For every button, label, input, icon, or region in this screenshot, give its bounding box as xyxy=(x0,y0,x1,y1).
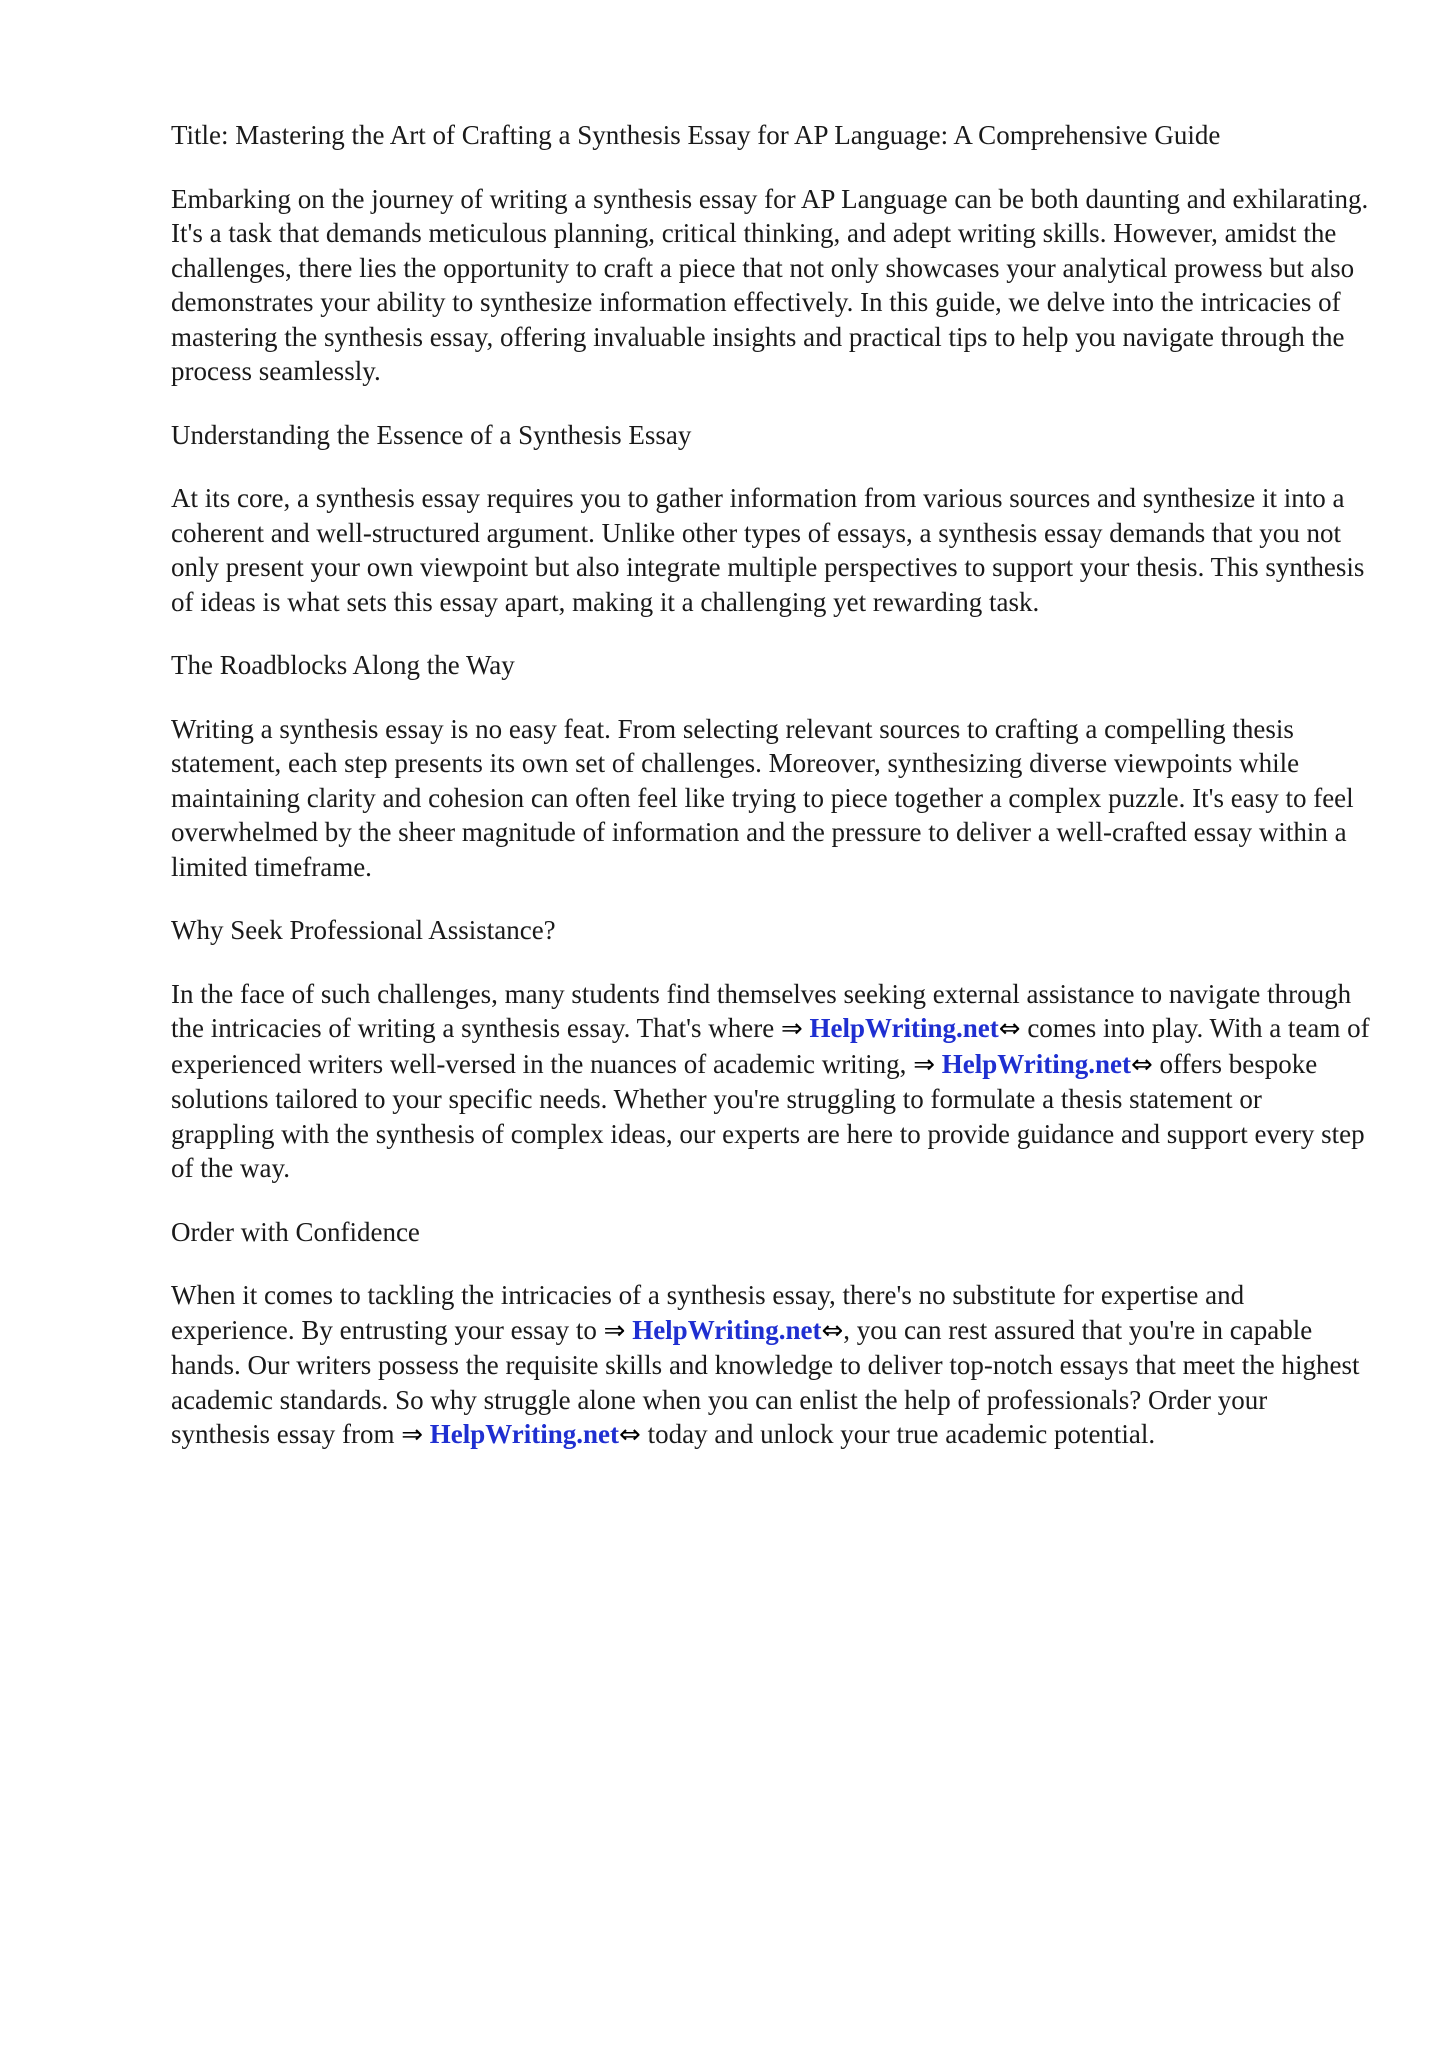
arrow-both-icon: ⇔ xyxy=(1131,1049,1153,1080)
confidence-text-1: When it comes to tackling the intricacies of a synthesis essay, there's no substitute for expertise and experience. By entrusting your essay to xyxy=(171,1280,1245,1345)
arrow-both-icon: ⇔ xyxy=(821,1315,844,1346)
document-title: Title: Mastering the Art of Crafting a Synthesis Essay for AP Language: A Comprehensive Guide xyxy=(171,120,1221,150)
section-paragraph-roadblocks: Writing a synthesis essay is no easy feat. From selecting relevant sources to crafting a compelling thesis statement, each step presents its own set of challenges. Moreover, synthesizing diverse viewpoints while maintaining clarity and cohesion can often feel like trying to piece together a complex puzzle. It's easy to feel overwhelmed by the sheer magnitude of information and the pressure to deliver a well-crafted essay within a limited timeframe. xyxy=(171,713,1354,882)
arrow-right-icon: ⇒ xyxy=(780,1014,803,1044)
helpwriting-link[interactable]: HelpWriting.net xyxy=(941,1048,1131,1079)
assistance-text-3: offers bespoke solutions tailored to your specific needs. Whether you're struggling to formulate a thesis statement or grappling with the synthesis of complex ideas, our experts are here to provide guidance and support every step of the way. xyxy=(171,1048,1365,1183)
section-heading-confidence: Order with Confidence xyxy=(171,1216,420,1247)
arrow-right-icon: ⇒ xyxy=(401,1420,424,1450)
helpwriting-link[interactable]: HelpWriting.net xyxy=(809,1013,999,1043)
confidence-text-2: , you can rest assured that you're in capable hands. Our writers possess the requisite skills and knowledge to deliver top-notch essays that meet the highest academic standards. So why struggle alone when you can enlist the help of professionals? Order your synthesis essay from xyxy=(171,1314,1360,1449)
helpwriting-link[interactable]: HelpWriting.net xyxy=(429,1419,620,1449)
section-paragraph-confidence xyxy=(171,1278,1371,1453)
document-page xyxy=(171,118,1371,1482)
arrow-right-icon: ⇒ xyxy=(913,1049,935,1080)
section-paragraph-assistance xyxy=(171,977,1371,1186)
arrow-both-icon: ⇔ xyxy=(998,1014,1021,1044)
helpwriting-link[interactable]: HelpWriting.net xyxy=(632,1314,822,1345)
section-paragraph-essence: At its core, a synthesis essay requires you to gather information from various sources and synthesize it into a coherent and well-structured argument. Unlike other types of essays, a synthesis essay demands that you not only present your own viewpoint but also integrate multiple perspectives to support your thesis. This synthesis of ideas is what sets this essay apart, making it a challenging yet rewarding task. xyxy=(171,483,1365,617)
arrow-both-icon: ⇔ xyxy=(619,1420,641,1450)
intro-paragraph: Embarking on the journey of writing a synthesis essay for AP Language can be both daunting and exhilarating. It's a task that demands meticulous planning, critical thinking, and adept writing skills. However, amidst the challenges, there lies the opportunity to craft a piece that not only showcases your analytical prowess but also demonstrates your ability to synthesize information effectively. In this guide, we delve into the intricacies of mastering the synthesis essay, offering invaluable insights and practical tips to help you navigate through the process seamlessly. xyxy=(171,183,1369,386)
confidence-text-3: today and unlock your true academic potential. xyxy=(640,1419,1156,1449)
section-heading-roadblocks: The Roadblocks Along the Way xyxy=(171,650,515,680)
section-heading-assistance: Why Seek Professional Assistance? xyxy=(171,915,556,945)
assistance-text-2: comes into play. With a team of experienced writers well-versed in the nuances of academic writing, xyxy=(171,1013,1370,1079)
section-heading-essence: Understanding the Essence of a Synthesis Essay xyxy=(171,419,692,450)
arrow-right-icon: ⇒ xyxy=(603,1315,626,1346)
assistance-text-1: In the face of such challenges, many students find themselves seeking external assistance to navigate through the intricacies of writing a synthesis essay. That's where xyxy=(171,978,1352,1043)
